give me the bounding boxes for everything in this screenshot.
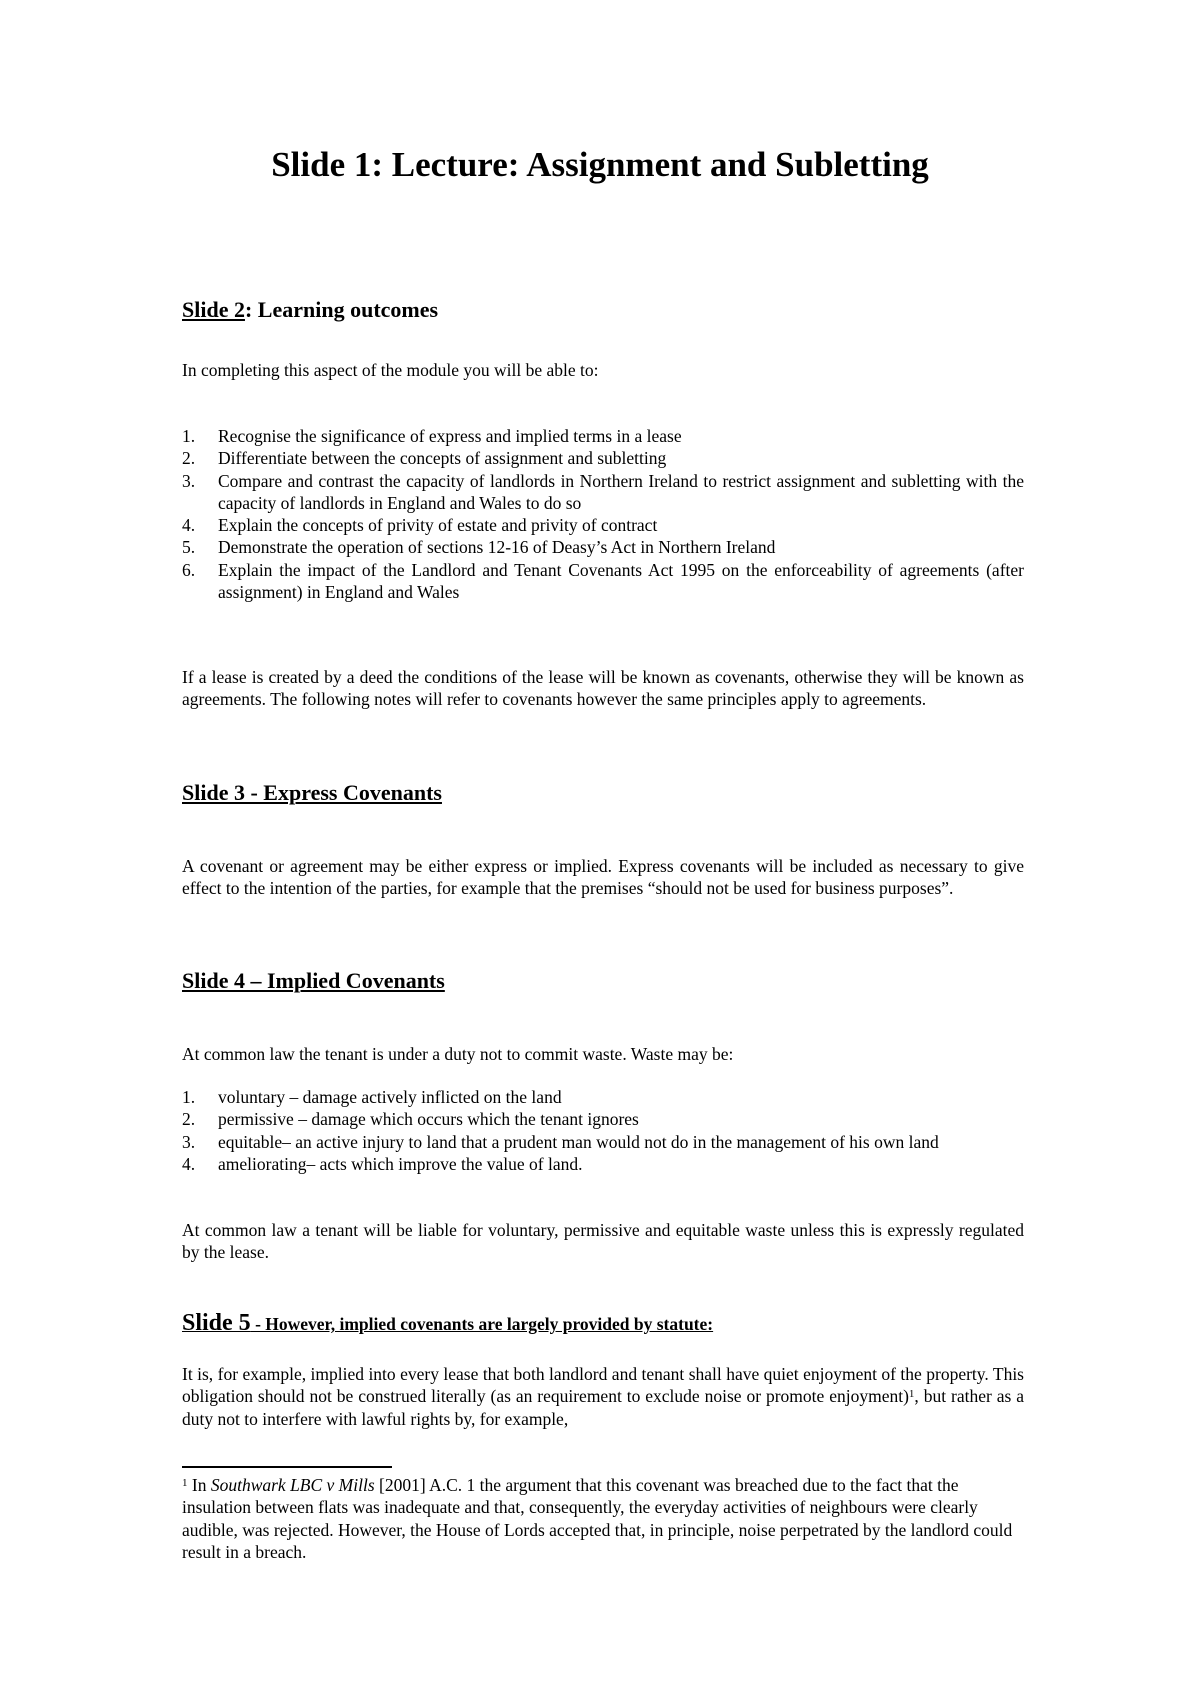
list-item-text: Demonstrate the operation of sections 12-16 of Deasy’s Act in Northern Ireland [218,537,776,558]
list-item-text: ameliorating– acts which improve the value of land. [218,1153,583,1174]
slide-2-section [182,295,1024,325]
footnote-case-name: Southwark LBC v Mills [210,1475,375,1495]
slide-5-section [182,1310,1024,1337]
list-item [182,447,1024,469]
list-item-text: equitable– an active injury to land that a prudent man would not do in the management of his own land [218,1131,939,1152]
list-item [182,470,1024,515]
list-item [182,1153,1024,1175]
footnote-pre: In [187,1475,211,1495]
list-item [182,425,1024,447]
slide-4-intro: At common law the tenant is under a duty not to commit waste. Waste may be: [182,1044,734,1064]
slide-3-section [182,778,1024,808]
list-item-text: Compare and contrast the capacity of landlords in Northern Ireland to restrict assignment and subletting with the capacity of landlords in England and Wales to do so [218,470,1024,513]
learning-outcomes-list [182,425,1024,603]
covenants-note: If a lease is created by a deed the conditions of the lease will be known as covenants, otherwise they will be known as agreements. The following notes will refer to covenants however the same principles apply to agreements. [182,667,1024,710]
waste-types-list-block [182,1086,1024,1175]
slide-3-para: A covenant or agreement may be either express or implied. Express covenants will be included as necessary to give effect to the intention of the parties, for example that the premises “should not be used for business purposes”. [182,856,1024,899]
list-item [182,1108,1024,1130]
slide-2-intro-block [182,359,1024,381]
list-item-text: Explain the concepts of privity of estate and privity of contract [218,515,658,536]
list-item [182,536,1024,558]
page-title: Slide 1: Lecture: Assignment and Subletting [271,145,929,184]
slide-4-para-block [182,1219,1024,1264]
list-item [182,1131,1024,1153]
list-item-number: 1. [182,426,196,446]
slide-4-heading: Slide 4 – Implied Covenants [182,968,445,993]
slide-3-para-block [182,855,1024,900]
slide-2-heading-text: : Learning outcomes [244,297,439,322]
slide-5-para-block [182,1363,1024,1430]
list-item-number: 3. [182,1131,196,1152]
slide-5-para [182,1363,1024,1430]
slide-4-intro-block [182,1043,1024,1065]
slide-5-heading-text: - However, implied covenants are largely provided by statute: [250,1314,714,1334]
slide-3-heading: Slide 3 - Express Covenants [182,780,442,805]
slide-5-para-b: , but rather as a duty not to interfere with lawful rights by, for example, [182,1386,1024,1429]
list-item-number: 2. [182,448,196,469]
slide-2-heading-label: Slide 2 [182,297,245,322]
slide-4-para: At common law a tenant will be liable for voluntary, permissive and equitable waste unless this is expressly regulated by the lease. [182,1220,1024,1263]
footnote-text: [2001] A.C. 1 the argument that this covenant was breached due to the fact that the insulation between flats was inadequate and that, consequently, the everyday activities of neighbours were clearly audible, was rejected. However, the House of Lords accepted that, in principle, noise perpetrated by the landlord could result in a breach. [182,1475,1013,1562]
list-item-number: 5. [182,537,196,558]
list-item-text: voluntary – damage actively inflicted on the land [218,1087,562,1107]
waste-types-list [182,1086,1024,1175]
slide-5-para-a: It is, for example, implied into every lease that both landlord and tenant shall have quiet enjoyment of the property. This obligation should not be construed literally (as an requirement to exclude noise or promote enjoyment) [182,1364,1024,1407]
footnote-block [182,1474,1024,1563]
footnote-divider [182,1466,392,1468]
slide-2-heading [182,295,1024,325]
learning-outcomes-list-block [182,425,1024,603]
slide-4-section [182,966,1024,996]
list-item-text: permissive – damage which occurs which the tenant ignores [218,1109,639,1130]
list-item-text: Recognise the significance of express and implied terms in a lease [218,426,682,446]
footnote [182,1474,1024,1563]
covenants-note-block [182,666,1024,711]
list-item-text: Explain the impact of the Landlord and Tenant Covenants Act 1995 on the enforceability of agreements (after assignment) in England and Wales [218,559,1024,603]
list-item [182,1086,1024,1108]
list-item-number: 6. [182,559,196,580]
slide-5-heading [182,1310,1024,1337]
slide-5-heading-label: Slide 5 [182,1310,251,1336]
list-item-number: 2. [182,1109,196,1130]
slide-2-intro: In completing this aspect of the module you will be able to: [182,360,599,380]
list-item-number: 4. [182,1153,196,1174]
footnote-mark: 1 [182,1477,188,1489]
list-item-text: Differentiate between the concepts of assignment and subletting [218,448,667,469]
list-item-number: 4. [182,515,196,536]
list-item [182,559,1024,604]
list-item-number: 1. [182,1087,196,1107]
list-item [182,514,1024,536]
footnote-reference: 1 [908,1388,915,1401]
list-item-number: 3. [182,470,196,491]
